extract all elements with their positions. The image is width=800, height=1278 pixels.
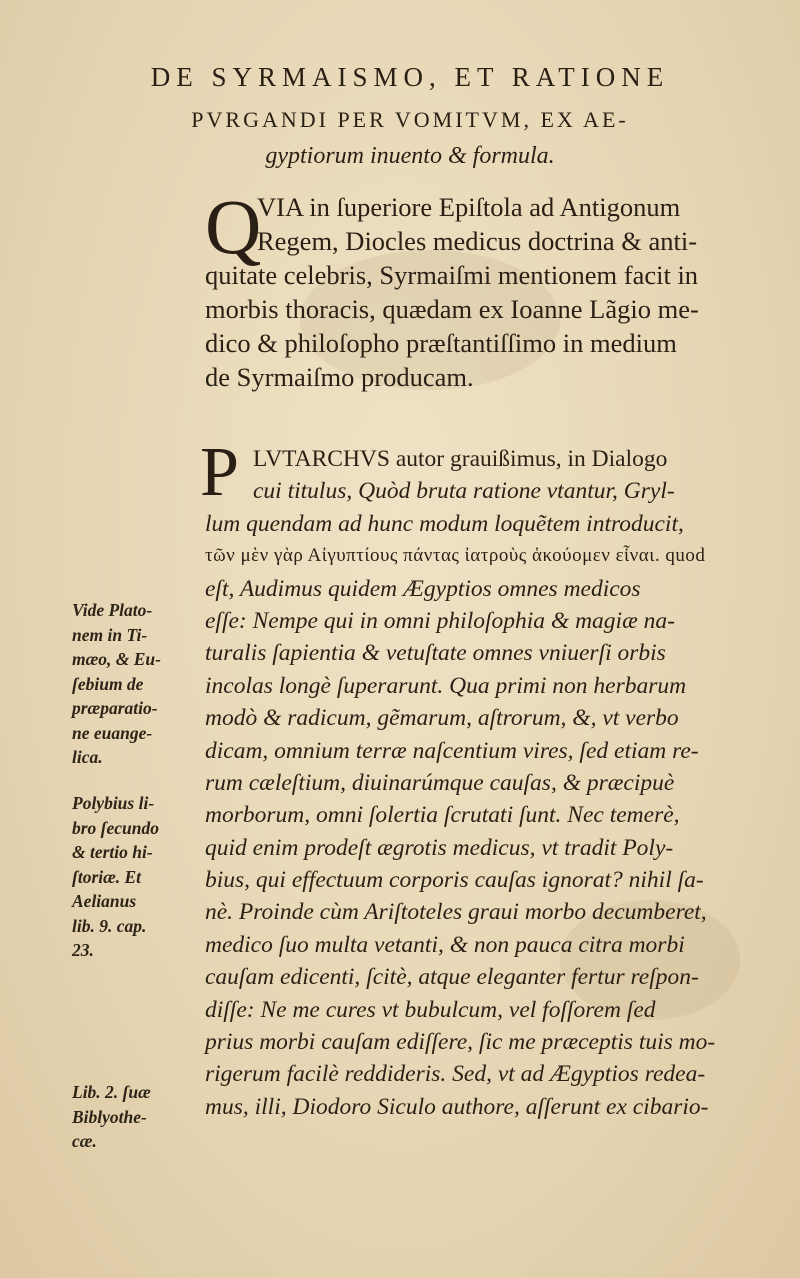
text-line: mus, illi, Diodoro Siculo authore, aſſerunt ex cibario- bbox=[205, 1093, 709, 1120]
text-line: morbis thoracis, quædam ex Ioanne Lãgio me- bbox=[205, 294, 699, 324]
margin-line: lib. 9. cap. bbox=[72, 915, 147, 936]
text-line: turalis ſapientia & vetuſtate omnes vniuerſi orbis bbox=[205, 640, 666, 667]
text-line: rigerum facilè reddideris. Sed, vt ad Ægyptios redea- bbox=[205, 1061, 706, 1088]
text-line: quitate celebris, Syrmaiſmi mentionem facit in bbox=[205, 260, 699, 290]
margin-line: cæ. bbox=[72, 1131, 97, 1151]
text-line: Regem, Diocles medicus doctrina & anti- bbox=[257, 226, 698, 256]
greek-text-line: τῶν μὲν γὰρ Αἰγυπτίους πάντας ἰατροὺς ἀκούομεν εἶναι. quod bbox=[205, 545, 706, 567]
margin-line: Lib. 2. ſuæ bbox=[72, 1082, 151, 1102]
margin-line: Polybius li- bbox=[72, 793, 155, 813]
marginal-note-bibliotheca bbox=[72, 1080, 202, 1154]
margin-line: ſebium de bbox=[72, 673, 144, 694]
chapter-title-line-3: gyptiorum inuento & formula. bbox=[265, 143, 555, 169]
margin-line: ne euange- bbox=[72, 722, 153, 743]
marginal-note-plato bbox=[72, 598, 202, 770]
text-line: incolas longè ſuperarunt. Qua primi non herbarum bbox=[205, 672, 687, 699]
margin-line: Biblyothe- bbox=[72, 1106, 147, 1127]
margin-line: ſtoriæ. Et bbox=[72, 866, 142, 887]
dropcap-q: Q bbox=[205, 183, 262, 270]
chapter-title-line-2: PVRGANDI PER VOMITVM, EX AE- bbox=[191, 107, 629, 132]
text-line: eſt, Audimus quidem Ægyptios omnes medicos bbox=[205, 575, 641, 602]
text-line: dicam, omnium terræ naſcentium vires, ſed etiam re- bbox=[205, 737, 699, 764]
text-line: rum cæleſtium, diuinarúmque cauſas, & præcipuè bbox=[205, 769, 675, 796]
text-line: cui titulus, Quòd bruta ratione vtantur, Gryl- bbox=[253, 478, 675, 505]
main-paragraph bbox=[205, 443, 775, 1123]
text-line: LVTARCHVS autor grauißimus, in Dialogo bbox=[253, 446, 668, 472]
text-line: de Syrmaiſmo producam. bbox=[205, 362, 474, 392]
text-line: eſſe: Nempe qui in omni philoſophia & magiæ na- bbox=[205, 607, 675, 634]
margin-line: mæo, & Eu- bbox=[72, 649, 161, 669]
marginal-note-polybius bbox=[72, 791, 202, 963]
text-line: morborum, omni ſolertia ſcrutati ſunt. Nec temerè, bbox=[205, 802, 680, 829]
text-line: quid enim prodeſt ægrotis medicus, vt tradit Poly- bbox=[205, 834, 674, 861]
margin-line: bro ſecundo bbox=[72, 817, 160, 838]
margin-line: nem in Ti- bbox=[72, 624, 148, 645]
dropcap-p: P bbox=[200, 434, 239, 511]
margin-line: Aelianus bbox=[72, 891, 137, 911]
text-line: medico ſuo multa vetanti, & non pauca citra morbi bbox=[205, 931, 685, 958]
chapter-title-line-1: DE SYRMAISMO, ET RATIONE bbox=[150, 62, 670, 92]
intro-paragraph bbox=[205, 183, 770, 394]
text-line: nè. Proinde cùm Ariſtoteles graui morbo decumberet, bbox=[205, 899, 707, 926]
text-line: VIA in ſuperiore Epiſtola ad Antigonum bbox=[257, 192, 681, 222]
margin-line: præparatio- bbox=[72, 698, 158, 718]
text-line: diſſe: Ne me cures vt bubulcum, vel foſſorem ſed bbox=[205, 996, 656, 1023]
margin-line: Vide Plato- bbox=[72, 600, 153, 620]
text-line: dico & philoſopho præſtantiſſimo in medium bbox=[205, 328, 677, 358]
text-line: prius morbi cauſam ediſſere, ſic me præceptis tuis mo- bbox=[205, 1029, 716, 1056]
text-line: lum quendam ad hunc modum loquẽtem introducit, bbox=[205, 510, 684, 537]
margin-line: lica. bbox=[72, 747, 103, 767]
text-line: cauſam edicenti, ſcitè, atque eleganter fertur reſpon- bbox=[205, 964, 699, 991]
text-line: modò & radicum, gẽmarum, aſtrorum, &, vt verbo bbox=[205, 705, 679, 732]
margin-line: & tertio hi- bbox=[72, 842, 153, 862]
text-line: bius, qui effectuum corporis cauſas ignorat? nihil ſa- bbox=[205, 867, 704, 894]
margin-line: 23. bbox=[72, 940, 94, 960]
